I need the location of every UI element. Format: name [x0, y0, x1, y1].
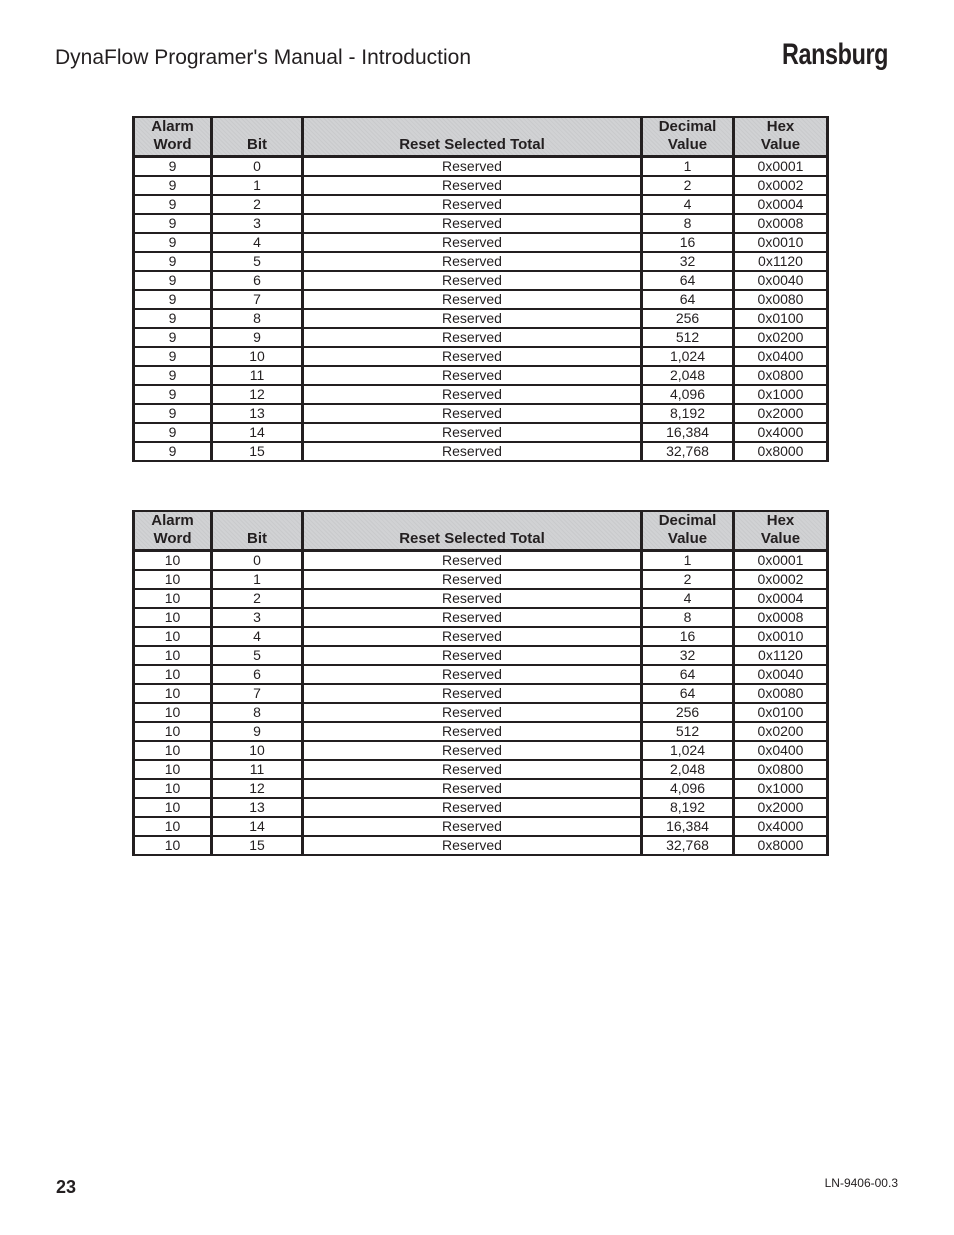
alarm-word-cell: 9: [134, 233, 212, 252]
page-number: 23: [56, 1177, 77, 1197]
hex-value-header: Hex Value: [734, 117, 828, 157]
bit-cell: 15: [212, 836, 303, 855]
bit-cell: 14: [212, 817, 303, 836]
hex-value-cell: 0x0010: [734, 233, 828, 252]
decimal-value-header: Decimal Value: [642, 117, 734, 157]
description-cell: Reserved: [303, 309, 642, 328]
table-body: [134, 157, 828, 462]
decimal-value-cell: 4: [642, 589, 734, 608]
description-cell: Reserved: [303, 817, 642, 836]
decimal-value-cell: 16,384: [642, 423, 734, 442]
description-cell: Reserved: [303, 347, 642, 366]
description-cell: Reserved: [303, 798, 642, 817]
table-row: [134, 328, 828, 347]
description-cell: Reserved: [303, 328, 642, 347]
bit-header: Bit: [212, 117, 303, 157]
hex-value-cell: 0x0002: [734, 176, 828, 195]
hex-value-cell: 0x1120: [734, 646, 828, 665]
alarm-word-cell: 9: [134, 347, 212, 366]
bit-cell: 5: [212, 646, 303, 665]
hex-value-cell: 0x0040: [734, 665, 828, 684]
decimal-value-cell: 8: [642, 214, 734, 233]
table-row: [134, 290, 828, 309]
decimal-value-cell: 1: [642, 157, 734, 177]
alarm-word-cell: 9: [134, 366, 212, 385]
table-row: [134, 233, 828, 252]
bit-cell: 7: [212, 684, 303, 703]
document-number: LN-9406-00.3: [824, 1176, 898, 1190]
alarm-word-cell: 10: [134, 703, 212, 722]
description-cell: Reserved: [303, 214, 642, 233]
hex-value-cell: 0x0080: [734, 290, 828, 309]
alarm-word-cell: 10: [134, 570, 212, 589]
table-row: [134, 627, 828, 646]
description-cell: Reserved: [303, 684, 642, 703]
alarm-word-cell: 10: [134, 646, 212, 665]
hex-value-cell: 0x4000: [734, 817, 828, 836]
hex-value-cell: 0x0040: [734, 271, 828, 290]
hex-value-cell: 0x0008: [734, 608, 828, 627]
alarm-word-cell: 9: [134, 290, 212, 309]
description-cell: Reserved: [303, 290, 642, 309]
hex-value-cell: 0x0800: [734, 760, 828, 779]
bit-cell: 3: [212, 608, 303, 627]
bit-cell: 8: [212, 703, 303, 722]
table-row: [134, 798, 828, 817]
table-row: [134, 271, 828, 290]
hex-value-cell: 0x8000: [734, 442, 828, 461]
description-cell: Reserved: [303, 703, 642, 722]
alarm-word-cell: 9: [134, 404, 212, 423]
decimal-value-cell: 2,048: [642, 366, 734, 385]
bit-cell: 4: [212, 627, 303, 646]
hex-value-cell: 0x2000: [734, 798, 828, 817]
decimal-value-cell: 256: [642, 703, 734, 722]
decimal-value-cell: 32: [642, 646, 734, 665]
table-row: [134, 608, 828, 627]
bit-cell: 11: [212, 760, 303, 779]
table-row: [134, 836, 828, 855]
decimal-value-cell: 16: [642, 233, 734, 252]
bit-cell: 6: [212, 665, 303, 684]
hex-value-cell: 0x0001: [734, 551, 828, 571]
alarm-word-cell: 10: [134, 551, 212, 571]
decimal-value-cell: 16: [642, 627, 734, 646]
alarm-word-cell: 10: [134, 741, 212, 760]
table-row: [134, 779, 828, 798]
decimal-value-cell: 64: [642, 684, 734, 703]
table-row: [134, 722, 828, 741]
bit-cell: 14: [212, 423, 303, 442]
bit-cell: 3: [212, 214, 303, 233]
table-row: [134, 817, 828, 836]
table-row: [134, 176, 828, 195]
alarm-word-cell: 10: [134, 817, 212, 836]
alarm-word-cell: 10: [134, 836, 212, 855]
alarm-word-cell: 9: [134, 214, 212, 233]
table-row: [134, 385, 828, 404]
table-header-row: [134, 117, 828, 157]
table-row: [134, 423, 828, 442]
bit-cell: 12: [212, 779, 303, 798]
hex-value-cell: 0x0100: [734, 703, 828, 722]
description-cell: Reserved: [303, 589, 642, 608]
description-header: Reset Selected Total: [303, 117, 642, 157]
hex-value-header: Hex Value: [734, 511, 828, 551]
decimal-value-cell: 64: [642, 271, 734, 290]
decimal-value-cell: 1: [642, 551, 734, 571]
alarm-word-cell: 10: [134, 798, 212, 817]
table-row: [134, 404, 828, 423]
decimal-value-cell: 512: [642, 722, 734, 741]
table-row: [134, 684, 828, 703]
bit-cell: 15: [212, 442, 303, 461]
decimal-value-cell: 256: [642, 309, 734, 328]
decimal-value-cell: 64: [642, 665, 734, 684]
decimal-value-cell: 4,096: [642, 385, 734, 404]
table-row: [134, 442, 828, 461]
table-body: [134, 551, 828, 856]
bit-cell: 11: [212, 366, 303, 385]
decimal-value-cell: 8: [642, 608, 734, 627]
decimal-value-cell: 2: [642, 176, 734, 195]
alarm-word-header: Alarm Word: [134, 511, 212, 551]
decimal-value-cell: 1,024: [642, 741, 734, 760]
description-cell: Reserved: [303, 423, 642, 442]
alarm-word-cell: 10: [134, 608, 212, 627]
bit-cell: 10: [212, 347, 303, 366]
decimal-value-cell: 2: [642, 570, 734, 589]
hex-value-cell: 0x0400: [734, 741, 828, 760]
hex-value-cell: 0x1000: [734, 385, 828, 404]
decimal-value-cell: 1,024: [642, 347, 734, 366]
table-row: [134, 309, 828, 328]
hex-value-cell: 0x0200: [734, 722, 828, 741]
description-cell: Reserved: [303, 157, 642, 177]
hex-value-cell: 0x1000: [734, 779, 828, 798]
alarm-word-cell: 10: [134, 779, 212, 798]
bit-cell: 7: [212, 290, 303, 309]
decimal-value-cell: 32,768: [642, 836, 734, 855]
alarm-word-cell: 9: [134, 309, 212, 328]
alarm-word-cell: 9: [134, 328, 212, 347]
bit-cell: 0: [212, 551, 303, 571]
alarm-word-9-table: [132, 116, 829, 462]
hex-value-cell: 0x0004: [734, 589, 828, 608]
table-row: [134, 760, 828, 779]
description-cell: Reserved: [303, 646, 642, 665]
description-cell: Reserved: [303, 385, 642, 404]
description-cell: Reserved: [303, 627, 642, 646]
alarm-word-cell: 10: [134, 589, 212, 608]
alarm-word-cell: 9: [134, 442, 212, 461]
alarm-word-cell: 10: [134, 722, 212, 741]
ransburg-logo: Ransburg: [782, 38, 889, 71]
bit-cell: 6: [212, 271, 303, 290]
hex-value-cell: 0x0080: [734, 684, 828, 703]
table-row: [134, 551, 828, 571]
table-header-row: [134, 511, 828, 551]
alarm-word-cell: 10: [134, 760, 212, 779]
decimal-value-cell: 8,192: [642, 798, 734, 817]
hex-value-cell: 0x0001: [734, 157, 828, 177]
table-row: [134, 366, 828, 385]
bit-cell: 1: [212, 570, 303, 589]
table-row: [134, 703, 828, 722]
decimal-value-cell: 32: [642, 252, 734, 271]
hex-value-cell: 0x4000: [734, 423, 828, 442]
hex-value-cell: 0x0010: [734, 627, 828, 646]
table-row: [134, 195, 828, 214]
alarm-word-cell: 10: [134, 627, 212, 646]
description-cell: Reserved: [303, 551, 642, 571]
bit-cell: 2: [212, 589, 303, 608]
bit-cell: 4: [212, 233, 303, 252]
table-row: [134, 646, 828, 665]
bit-cell: 1: [212, 176, 303, 195]
table-row: [134, 347, 828, 366]
hex-value-cell: 0x0002: [734, 570, 828, 589]
alarm-word-cell: 9: [134, 252, 212, 271]
alarm-word-header: Alarm Word: [134, 117, 212, 157]
alarm-word-cell: 9: [134, 176, 212, 195]
hex-value-cell: 0x0004: [734, 195, 828, 214]
hex-value-cell: 0x2000: [734, 404, 828, 423]
table-row: [134, 157, 828, 177]
description-cell: Reserved: [303, 722, 642, 741]
hex-value-cell: 0x0008: [734, 214, 828, 233]
decimal-value-header: Decimal Value: [642, 511, 734, 551]
decimal-value-cell: 4: [642, 195, 734, 214]
description-cell: Reserved: [303, 665, 642, 684]
alarm-word-cell: 9: [134, 195, 212, 214]
decimal-value-cell: 16,384: [642, 817, 734, 836]
description-cell: Reserved: [303, 570, 642, 589]
hex-value-cell: 0x0800: [734, 366, 828, 385]
bit-cell: 2: [212, 195, 303, 214]
alarm-word-cell: 9: [134, 423, 212, 442]
description-cell: Reserved: [303, 760, 642, 779]
description-cell: Reserved: [303, 271, 642, 290]
decimal-value-cell: 64: [642, 290, 734, 309]
hex-value-cell: 0x1120: [734, 252, 828, 271]
description-cell: Reserved: [303, 741, 642, 760]
table-row: [134, 589, 828, 608]
bit-cell: 8: [212, 309, 303, 328]
table-row: [134, 570, 828, 589]
bit-cell: 13: [212, 404, 303, 423]
table-row: [134, 252, 828, 271]
description-cell: Reserved: [303, 195, 642, 214]
decimal-value-cell: 2,048: [642, 760, 734, 779]
decimal-value-cell: 8,192: [642, 404, 734, 423]
table-row: [134, 741, 828, 760]
alarm-word-cell: 10: [134, 684, 212, 703]
hex-value-cell: 0x0200: [734, 328, 828, 347]
alarm-word-cell: 9: [134, 157, 212, 177]
description-cell: Reserved: [303, 442, 642, 461]
description-cell: Reserved: [303, 608, 642, 627]
alarm-word-cell: 10: [134, 665, 212, 684]
hex-value-cell: 0x0100: [734, 309, 828, 328]
description-cell: Reserved: [303, 233, 642, 252]
bit-cell: 10: [212, 741, 303, 760]
decimal-value-cell: 4,096: [642, 779, 734, 798]
description-cell: Reserved: [303, 779, 642, 798]
description-cell: Reserved: [303, 176, 642, 195]
bit-cell: 0: [212, 157, 303, 177]
description-cell: Reserved: [303, 366, 642, 385]
bit-cell: 12: [212, 385, 303, 404]
alarm-word-cell: 9: [134, 385, 212, 404]
description-cell: Reserved: [303, 252, 642, 271]
hex-value-cell: 0x0400: [734, 347, 828, 366]
description-header: Reset Selected Total: [303, 511, 642, 551]
hex-value-cell: 0x8000: [734, 836, 828, 855]
bit-cell: 9: [212, 328, 303, 347]
page-title: DynaFlow Programer's Manual - Introduction: [55, 46, 472, 69]
table-row: [134, 665, 828, 684]
description-cell: Reserved: [303, 836, 642, 855]
alarm-word-cell: 9: [134, 271, 212, 290]
bit-cell: 13: [212, 798, 303, 817]
description-cell: Reserved: [303, 404, 642, 423]
bit-cell: 9: [212, 722, 303, 741]
decimal-value-cell: 32,768: [642, 442, 734, 461]
table-row: [134, 214, 828, 233]
bit-cell: 5: [212, 252, 303, 271]
decimal-value-cell: 512: [642, 328, 734, 347]
bit-header: Bit: [212, 511, 303, 551]
alarm-word-10-table: [132, 510, 829, 856]
